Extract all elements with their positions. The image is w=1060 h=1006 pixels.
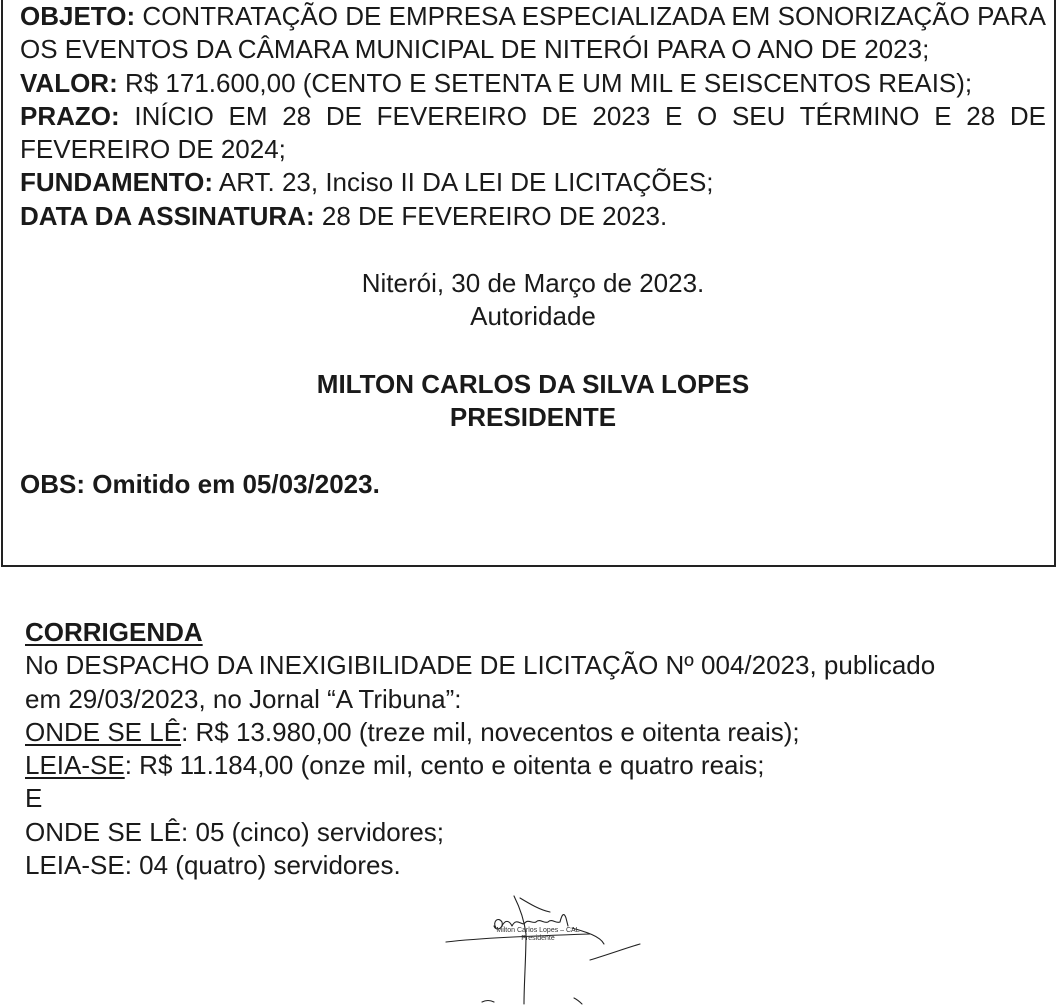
onde-se-le-label: ONDE SE LÊ — [25, 716, 182, 747]
signature-stamp-role: Presidente — [521, 935, 555, 942]
objeto-paragraph — [20, 0, 1046, 67]
signer-name: MILTON CARLOS DA SILVA LOPES — [316, 368, 750, 399]
data-assinatura-paragraph — [20, 200, 1046, 233]
data-assinatura-text: 28 DE FEVEREIRO DE 2023. — [314, 200, 668, 231]
fundamento-paragraph — [20, 166, 1046, 199]
leia-se-label: LEIA-SE — [25, 750, 125, 781]
objeto-label: OBJETO: — [20, 1, 136, 31]
signature-stamp — [488, 927, 588, 943]
valor-label: VALOR: — [20, 67, 118, 98]
leia-se-value: LEIA-SE: R$ 11.184,00 (onze mil, cento e oitenta e quatro reais; — [25, 750, 765, 781]
corrigenda-title: CORRIGENDA — [25, 617, 203, 647]
corrigenda-section — [25, 616, 1060, 882]
signature-icon — [440, 888, 650, 1006]
data-assinatura-label: DATA DA ASSINATURA: — [20, 200, 315, 231]
contract-extract-box — [1, 0, 1056, 567]
prazo-text: INÍCIO EM 28 DE FEVEREIRO DE 2023 E O SEU TÉRMINO E 28 DE FEVEREIRO DE 2024; — [20, 100, 1046, 165]
contract-extract-content — [20, 0, 1046, 502]
place-date: Niterói, 30 de Março de 2023. — [361, 268, 705, 299]
obs-note: OBS: Omitido em 05/03/2023. — [20, 469, 380, 500]
authority-label: Autoridade — [470, 301, 596, 332]
conjunction-e: E — [25, 783, 43, 814]
signature-stamp-name: Milton Carlos Lopes – CAL — [496, 927, 580, 934]
corrigenda-line-1: No DESPACHO DA INEXIGIBILIDADE DE LICITAÇÃO Nº 004/2023, publicado — [25, 650, 936, 681]
valor-paragraph — [20, 67, 1046, 100]
leia-se-servidores: LEIA-SE: 04 (quatro) servidores. — [25, 850, 401, 881]
handwritten-signature — [440, 888, 650, 1006]
corrigenda-line-2: em 29/03/2023, no Jornal “A Tribuna”: — [25, 683, 462, 714]
fundamento-label: FUNDAMENTO: — [20, 167, 214, 198]
prazo-label: PRAZO: — [20, 100, 120, 131]
prazo-paragraph — [20, 100, 1046, 167]
objeto-text: CONTRATAÇÃO DE EMPRESA ESPECIALIZADA EM SONORIZAÇÃO PARA OS EVENTOS DA CÂMARA MUNICIPAL DE NITERÓI PARA O ANO DE 2023; — [20, 1, 1046, 65]
signer-role: PRESIDENTE — [449, 401, 617, 432]
onde-se-le-value: ONDE SE LÊ: R$ 13.980,00 (treze mil, novecentos e oitenta reais); — [25, 716, 800, 747]
fundamento-text: ART. 23, Inciso II DA LEI DE LICITAÇÕES; — [213, 167, 714, 198]
onde-se-le-servidores: ONDE SE LÊ: 05 (cinco) servidores; — [25, 816, 445, 847]
valor-text: R$ 171.600,00 (CENTO E SETENTA E UM MIL E SEISCENTOS REAIS); — [117, 67, 973, 98]
